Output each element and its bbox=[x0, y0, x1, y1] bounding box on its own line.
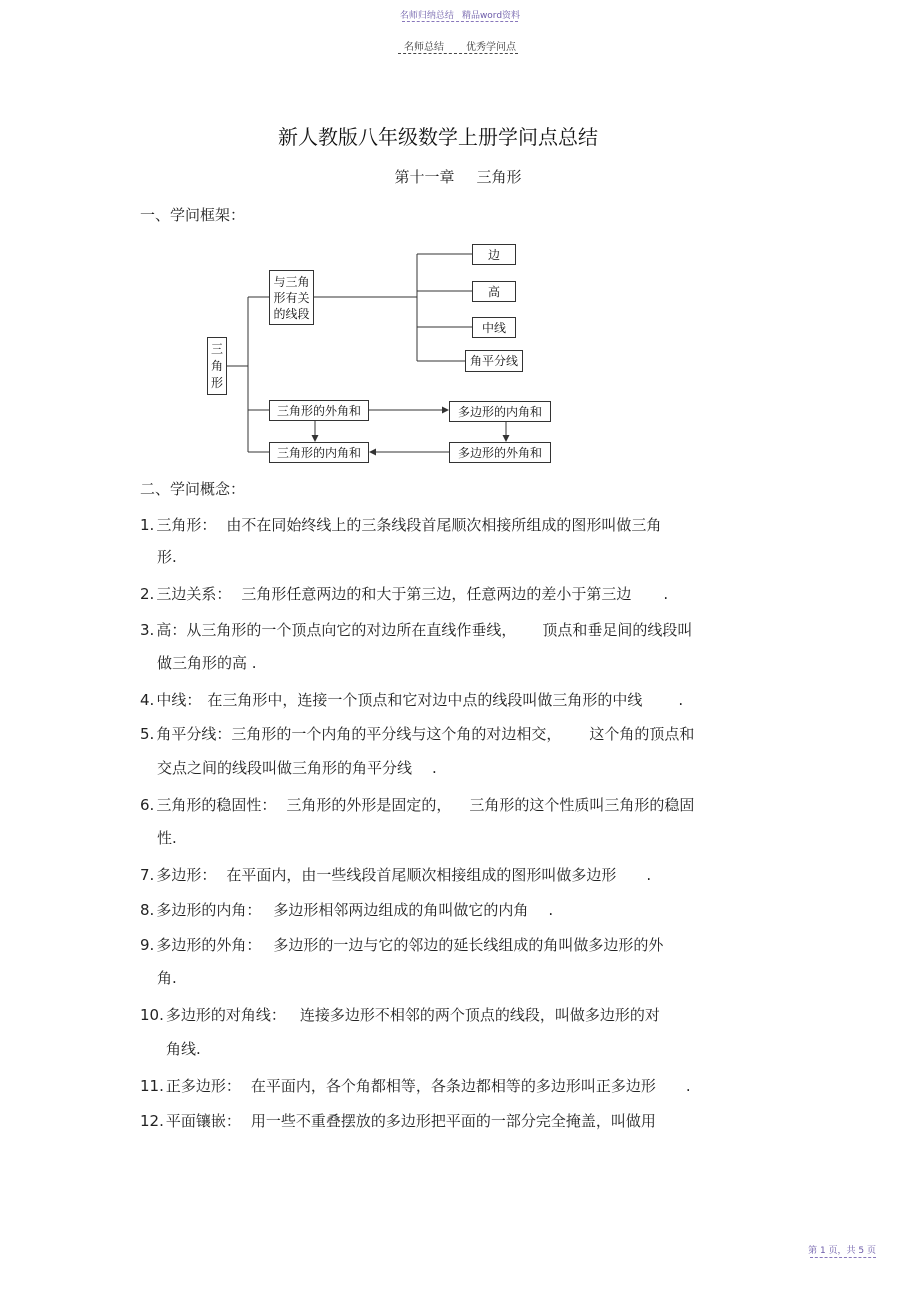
concept-item: 12. 平面镶嵌： 用一些不重叠摆放的多边形把平面的一部分完全掩盖，叫做用 bbox=[140, 1112, 656, 1130]
concept-continuation: 性. bbox=[157, 829, 177, 847]
node-angle-bisector: 角平分线 bbox=[465, 350, 523, 372]
page-footer: 第 1 页，共 5 页 bbox=[808, 1246, 876, 1256]
concept-item: 4. 中线： 在三角形中，连接一个顶点和它对边中点的线段叫做三角形的中线 . bbox=[140, 691, 684, 709]
section-concepts-heading: 二、学问概念： bbox=[140, 480, 246, 498]
concept-item: 5. 角平分线：三角形的一个内角的平分线与这个角的对边相交， 这个角的顶点和 bbox=[140, 725, 695, 743]
concept-item: 10. 多边形的对角线： 连接多边形不相邻的两个顶点的线段，叫做多边形的对 bbox=[140, 1006, 660, 1024]
chapter-number: 第十一章 bbox=[394, 168, 455, 186]
concept-continuation: 交点之间的线段叫做三角形的角平分线 . bbox=[157, 759, 437, 777]
concept-continuation: 做三角形的高 . bbox=[157, 654, 257, 672]
header-left: 名师总结 bbox=[404, 42, 444, 53]
concept-item: 9. 多边形的外角： 多边形的一边与它的邻边的延长线组成的角叫做多边形的外 bbox=[140, 936, 664, 954]
concept-item: 6. 三角形的稳固性： 三角形的外形是固定的， 三角形的这个性质叫三角形的稳固 bbox=[140, 796, 695, 814]
concept-continuation: 角. bbox=[157, 969, 177, 987]
node-exterior-angle-sum: 三角形的外角和 bbox=[269, 400, 369, 421]
section-framework-heading: 一、学问框架： bbox=[140, 206, 246, 224]
node-polygon-exterior-sum: 多边形的外角和 bbox=[449, 442, 551, 463]
concept-continuation: 形. bbox=[157, 548, 177, 566]
node-height: 高 bbox=[472, 281, 516, 302]
footer-divider bbox=[810, 1257, 876, 1258]
concept-item: 1. 三角形： 由不在同始终线上的三条线段首尾顺次相接所组成的图形叫做三角 bbox=[140, 516, 662, 534]
node-interior-angle-sum: 三角形的内角和 bbox=[269, 442, 369, 463]
concept-item: 11. 正多边形： 在平面内，各个角都相等，各条边都相等的多边形叫正多边形 . bbox=[140, 1077, 691, 1095]
concept-item: 7. 多边形： 在平面内，由一些线段首尾顺次相接组成的图形叫做多边形 . bbox=[140, 866, 652, 884]
banner-left: 名师归纳总结 bbox=[399, 11, 454, 21]
node-median: 中线 bbox=[472, 317, 516, 338]
banner-right: 精品word资料 bbox=[461, 11, 521, 21]
concept-item: 2. 三边关系： 三角形任意两边的和大于第三边，任意两边的差小于第三边 . bbox=[140, 585, 669, 603]
concept-item: 3. 高：从三角形的一个顶点向它的对边所在直线作垂线， 顶点和垂足间的线段叫 bbox=[140, 621, 693, 639]
node-triangle: 三 角 形 bbox=[207, 337, 227, 395]
chapter-name: 三角形 bbox=[476, 168, 522, 186]
concept-item: 8. 多边形的内角： 多边形相邻两边组成的角叫做它的内角 . bbox=[140, 901, 554, 919]
node-side: 边 bbox=[472, 244, 516, 265]
header-right: 优秀学问点 bbox=[466, 42, 516, 53]
node-related-segments: 与三角 形有关 的线段 bbox=[269, 270, 314, 325]
page-title: 新人教版八年级数学上册学问点总结 bbox=[278, 125, 598, 149]
node-polygon-interior-sum: 多边形的内角和 bbox=[449, 401, 551, 422]
concept-continuation: 角线. bbox=[166, 1040, 201, 1058]
